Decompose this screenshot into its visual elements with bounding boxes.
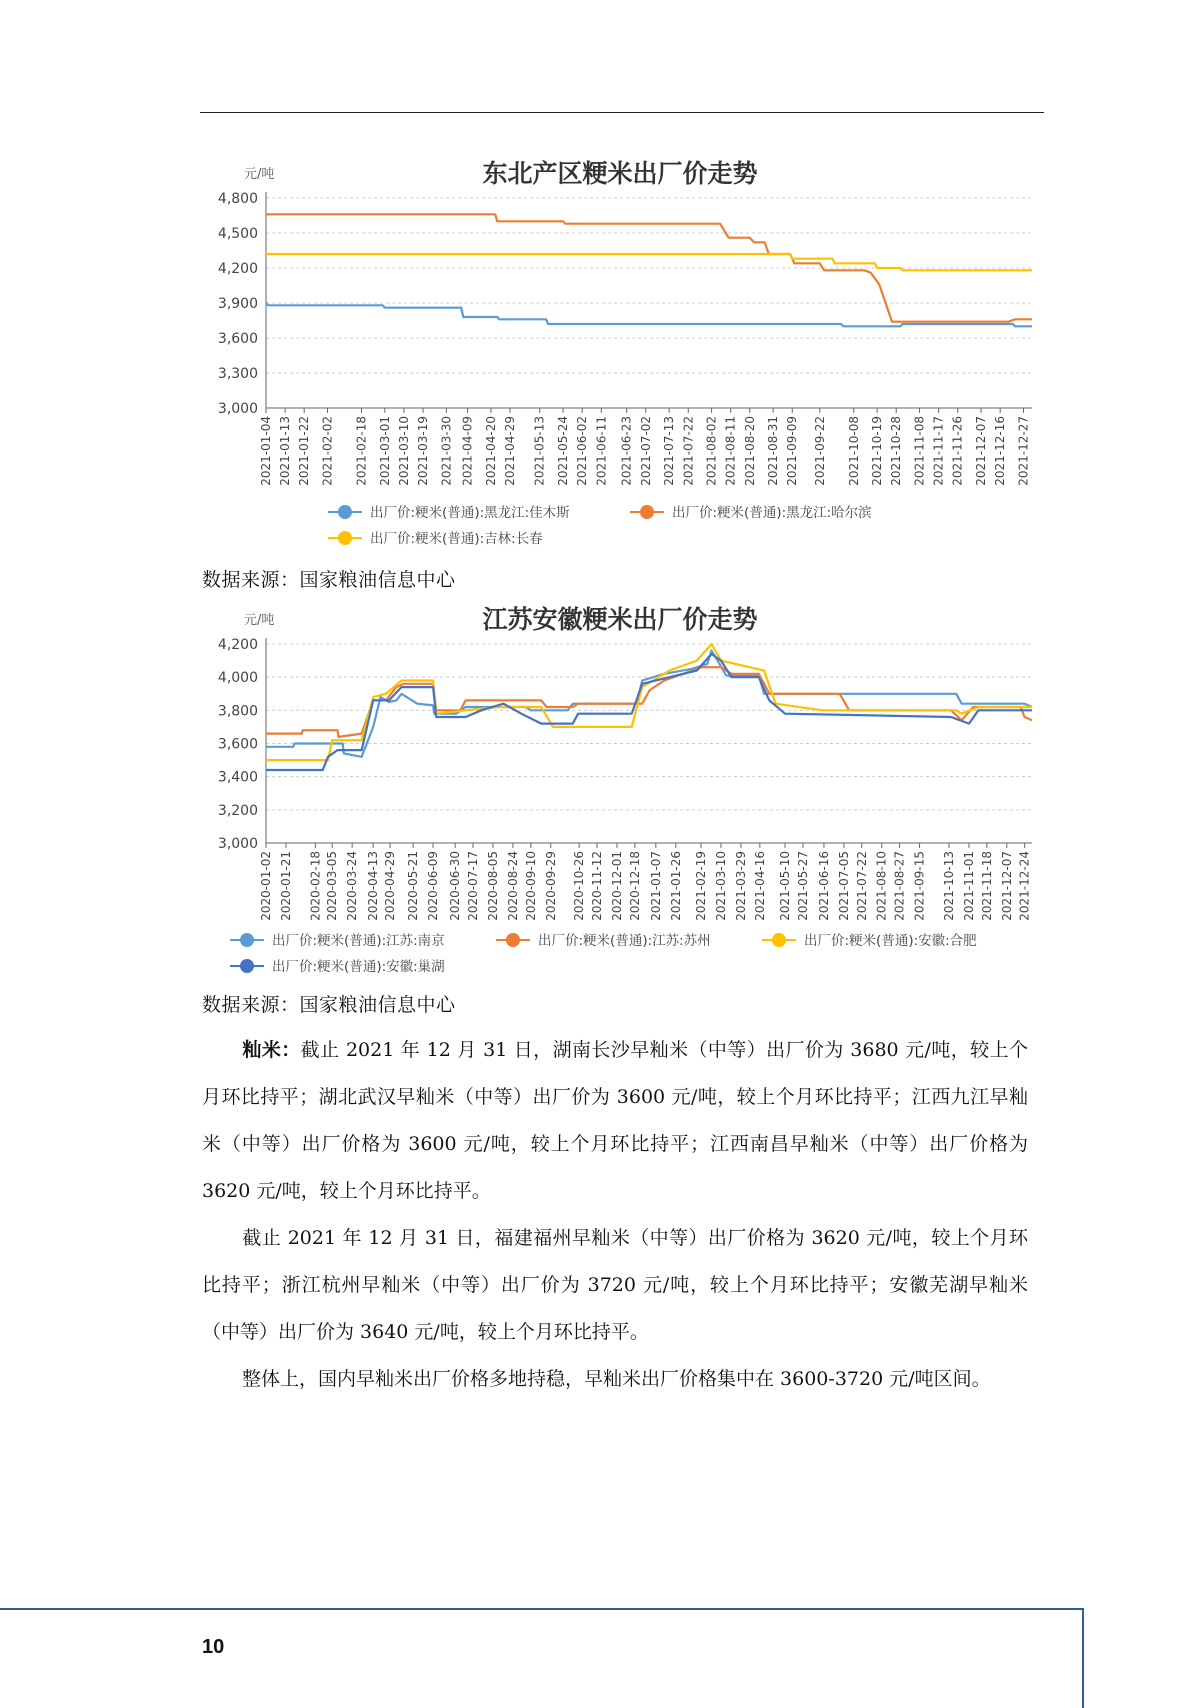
x-tick-label: 2021-11-08 [912, 416, 927, 486]
x-tick-label: 2020-01-02 [259, 851, 273, 921]
x-tick-label: 2020-06-30 [448, 851, 463, 921]
y-tick-label: 4,500 [217, 226, 258, 242]
paragraph-lead: 籼米： [242, 1039, 301, 1061]
legend-label: 出厂价:粳米(普通):黑龙江:哈尔滨 [672, 505, 872, 521]
x-tick-label: 2021-08-20 [742, 416, 757, 486]
chart-title: 东北产区粳米出厂价走势 [482, 159, 758, 188]
x-tick-label: 2021-01-04 [259, 416, 273, 486]
y-tick-label: 4,000 [217, 670, 258, 687]
x-tick-label: 2021-11-01 [961, 851, 976, 921]
x-tick-label: 2021-02-02 [320, 416, 335, 486]
x-tick-label: 2021-09-22 [812, 416, 827, 486]
x-tick-label: 2021-11-18 [979, 851, 994, 921]
x-tick-label: 2020-05-21 [406, 851, 421, 921]
x-tick-label: 2020-08-24 [505, 851, 520, 921]
paragraph-indica-2 [202, 1215, 1028, 1356]
series-line [266, 644, 1032, 760]
x-tick-label: 2021-02-18 [354, 416, 369, 486]
x-tick-label: 2021-04-20 [483, 416, 498, 486]
x-tick-label: 2021-06-16 [816, 851, 831, 921]
x-tick-label: 2021-07-13 [662, 416, 677, 486]
page-number: 10 [202, 1636, 225, 1658]
series-line [266, 303, 1032, 326]
x-tick-label: 2020-08-05 [485, 851, 500, 921]
x-tick-label: 2020-09-29 [543, 851, 558, 921]
x-tick-label: 2021-04-16 [752, 851, 767, 921]
x-tick-label: 2021-02-19 [694, 851, 709, 921]
x-tick-label: 2021-10-08 [846, 416, 861, 486]
x-tick-label: 2021-05-24 [556, 416, 571, 486]
northeast-rice-price-chart [200, 150, 1044, 550]
chart-title: 江苏安徽粳米出厂价走势 [482, 605, 758, 634]
legend-marker [640, 505, 654, 519]
x-tick-label: 2021-08-31 [766, 416, 781, 486]
x-tick-label: 2021-10-13 [941, 851, 956, 921]
x-tick-label: 2021-10-28 [889, 416, 904, 486]
x-tick-label: 2020-07-17 [465, 851, 480, 921]
legend-marker [338, 531, 352, 545]
x-tick-label: 2021-05-13 [532, 416, 547, 486]
y-tick-label: 3,600 [217, 331, 258, 347]
x-tick-label: 2021-04-09 [460, 416, 475, 486]
x-tick-label: 2021-06-02 [575, 416, 590, 486]
legend-label: 出厂价:粳米(普通):江苏:南京 [272, 933, 445, 949]
header-rule [200, 112, 1044, 113]
x-tick-label: 2021-12-07 [999, 851, 1014, 921]
x-tick-label: 2021-06-11 [594, 416, 609, 486]
x-tick-label: 2020-06-09 [426, 851, 441, 921]
x-tick-label: 2020-10-26 [572, 851, 587, 921]
x-tick-label: 2021-12-27 [1016, 416, 1031, 486]
x-tick-label: 2021-07-02 [638, 415, 653, 486]
paragraph-text: 整体上，国内早籼米出厂价格多地持稳，早籼米出厂价格集中在 3600-3720 元/吨区间。 [242, 1368, 991, 1390]
x-tick-label: 2021-03-30 [439, 416, 454, 486]
x-tick-label: 2021-08-02 [704, 416, 719, 486]
y-tick-label: 3,200 [217, 802, 258, 819]
x-tick-label: 2021-03-10 [713, 851, 728, 921]
legend-marker [506, 933, 520, 947]
legend-marker [338, 505, 352, 519]
x-tick-label: 2021-06-23 [619, 416, 634, 486]
chart-svg [200, 598, 1044, 988]
x-tick-label: 2021-11-26 [950, 416, 965, 486]
y-tick-label: 3,900 [217, 296, 258, 312]
x-tick-label: 2021-01-26 [668, 851, 683, 921]
y-tick-label: 3,000 [217, 401, 258, 417]
y-tick-label: 4,200 [217, 261, 258, 277]
x-tick-label: 2021-05-27 [795, 851, 810, 921]
x-tick-label: 2021-08-11 [723, 416, 738, 486]
legend-label: 出厂价:粳米(普通):安徽:巢湖 [272, 959, 445, 975]
x-tick-label: 2021-08-10 [874, 851, 889, 921]
x-tick-label: 2021-07-05 [836, 851, 851, 921]
paragraph-text: 截止 2021 年 12 月 31 日，湖南长沙早籼米（中等）出厂价为 3680 元/吨，较上个月环比持平；湖北武汉早籼米（中等）出厂价为 3600 元/吨，较上个月环比持平；江西九江早籼米（中等）出厂价格为 3600 元/吨，较上个月环比持平；江西南昌早籼米（中等）出厂价格为 3620 元/吨，较上个月环比持平。 [202, 1039, 1028, 1202]
legend-marker [772, 933, 786, 947]
x-tick-label: 2020-04-13 [366, 851, 381, 921]
x-tick-label: 2021-07-22 [681, 416, 696, 486]
x-tick-label: 2021-03-19 [416, 416, 431, 486]
y-tick-label: 3,800 [217, 703, 258, 720]
y-tick-label: 3,400 [217, 769, 258, 786]
x-tick-label: 2021-12-16 [993, 416, 1008, 486]
paragraph-text: 截止 2021 年 12 月 31 日，福建福州早籼米（中等）出厂价格为 3620 元/吨，较上个月环比持平；浙江杭州早籼米（中等）出厂价为 3720 元/吨，较上个月环比持平；安徽芜湖早籼米（中等）出厂价为 3640 元/吨，较上个月环比持平。 [202, 1227, 1028, 1343]
x-tick-label: 2021-12-24 [1017, 851, 1032, 921]
paragraph-summary [202, 1356, 1028, 1403]
y-axis-unit: 元/吨 [244, 167, 275, 182]
y-tick-label: 3,000 [217, 836, 258, 852]
y-tick-label: 4,800 [217, 191, 258, 207]
x-tick-label: 2021-05-10 [778, 851, 793, 921]
x-tick-label: 2021-03-29 [733, 851, 748, 921]
x-tick-label: 2021-10-19 [870, 416, 885, 486]
chart-source-2: 数据来源：国家粮油信息中心 [202, 994, 456, 1016]
y-axis-unit: 元/吨 [244, 613, 275, 628]
x-tick-label: 2021-07-22 [854, 851, 869, 921]
legend-marker [240, 959, 254, 973]
series-line [266, 654, 1032, 770]
x-tick-label: 2021-01-07 [648, 851, 663, 921]
legend-label: 出厂价:粳米(普通):黑龙江:佳木斯 [370, 505, 570, 521]
x-tick-label: 2021-11-17 [931, 416, 946, 486]
y-tick-label: 4,200 [217, 637, 258, 653]
x-tick-label: 2020-11-12 [589, 851, 604, 921]
x-tick-label: 2020-09-10 [523, 851, 538, 921]
legend-label: 出厂价:粳米(普通):江苏:苏州 [538, 933, 711, 949]
x-tick-label: 2021-09-15 [912, 851, 927, 921]
legend-label: 出厂价:粳米(普通):安徽:合肥 [804, 933, 977, 949]
x-tick-label: 2020-04-29 [382, 851, 397, 921]
series-line [266, 651, 1032, 757]
legend-label: 出厂价:粳米(普通):吉林:长春 [370, 531, 543, 547]
x-tick-label: 2021-03-10 [396, 416, 411, 486]
x-tick-label: 2021-12-07 [974, 416, 989, 486]
y-tick-label: 3,300 [217, 366, 258, 382]
x-tick-label: 2020-02-18 [308, 851, 323, 921]
x-tick-label: 2020-03-24 [345, 851, 360, 921]
x-tick-label: 2021-03-01 [377, 416, 392, 486]
x-tick-label: 2020-01-21 [278, 851, 293, 921]
x-tick-label: 2021-01-22 [297, 416, 312, 486]
page-footer-frame [0, 1608, 1084, 1708]
paragraph-indica-1 [202, 1027, 1028, 1215]
chart-svg [200, 150, 1044, 550]
x-tick-label: 2020-03-05 [325, 851, 340, 921]
x-tick-label: 2021-08-27 [892, 851, 907, 921]
x-tick-label: 2021-09-09 [785, 416, 800, 486]
x-tick-label: 2021-01-13 [278, 416, 293, 486]
x-tick-label: 2020-12-01 [609, 851, 624, 921]
jiangsu-anhui-rice-price-chart [200, 598, 1044, 988]
x-tick-label: 2020-12-18 [627, 851, 642, 921]
y-tick-label: 3,600 [217, 736, 258, 753]
legend-marker [240, 933, 254, 947]
x-tick-label: 2021-04-29 [503, 416, 518, 486]
chart-source-1: 数据来源：国家粮油信息中心 [202, 569, 456, 591]
